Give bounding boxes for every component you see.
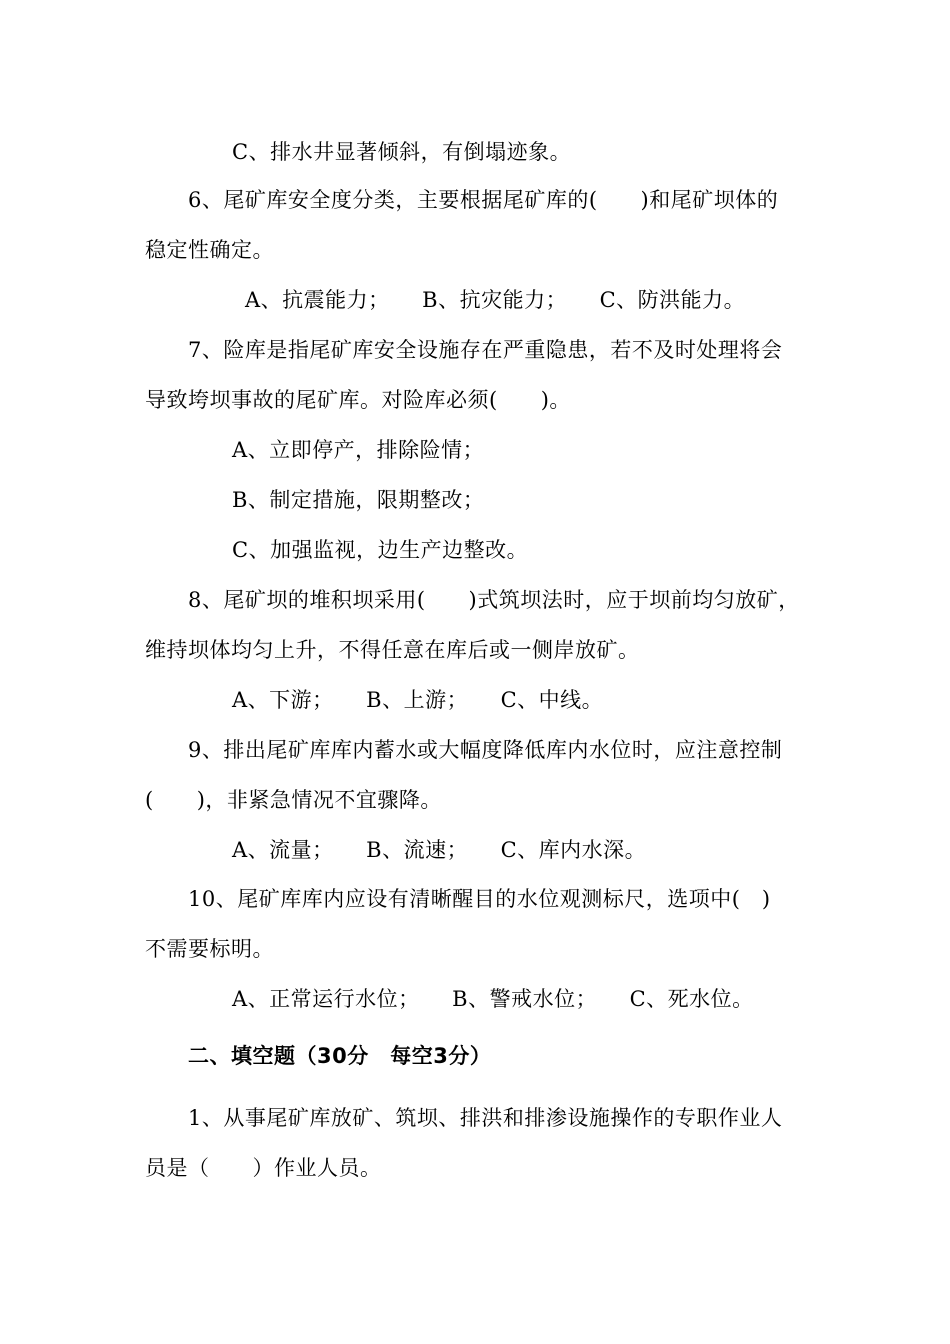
q6-options: A、抗震能力； B、抗灾能力； C、防洪能力。 [245,288,746,312]
section-heading: 二、填空题（30分 每空3分） [188,1044,492,1068]
q10-text-line2: 不需要标明。 [145,937,274,961]
q10-options: A、正常运行水位； B、警戒水位； C、死水位。 [232,987,754,1011]
q5-option-c: C、排水井显著倾斜，有倒塌迹象。 [232,140,572,164]
q8-text-line1: 8、尾矿坝的堆积坝采用( )式筑坝法时，应于坝前均匀放矿， [188,588,800,612]
q6-text-line1: 6、尾矿库安全度分类，主要根据尾矿库的( )和尾矿坝体的 [188,188,779,212]
q9-options: A、流量； B、流速； C、库内水深。 [232,838,647,862]
q7-option-b: B、制定措施，限期整改； [232,488,485,512]
q10-text-line1: 10、尾矿库库内应设有清晰醒目的水位观测标尺，选项中( ) [188,887,771,911]
q7-option-c: C、加强监视，边生产边整改。 [232,538,529,562]
fill-q1-line1: 1、从事尾矿库放矿、筑坝、排洪和排渗设施操作的专职作业人 [188,1106,783,1130]
q9-text-line2: ( )，非紧急情况不宜骤降。 [145,788,442,812]
fill-q1-line2: 员是（ ）作业人员。 [145,1156,382,1180]
q9-text-line1: 9、排出尾矿库库内蓄水或大幅度降低库内水位时，应注意控制 [188,738,783,762]
q8-options: A、下游； B、上游； C、中线。 [232,688,604,712]
q8-text-line2: 维持坝体均匀上升，不得任意在库后或一侧岸放矿。 [145,638,640,662]
q7-text-line2: 导致垮坝事故的尾矿库。对险库必须( )。 [145,388,571,412]
q6-text-line2: 稳定性确定。 [145,238,274,262]
q7-text-line1: 7、险库是指尾矿库安全设施存在严重隐患，若不及时处理将会 [188,338,783,362]
q7-option-a: A、立即停产，排除险情； [232,438,485,462]
